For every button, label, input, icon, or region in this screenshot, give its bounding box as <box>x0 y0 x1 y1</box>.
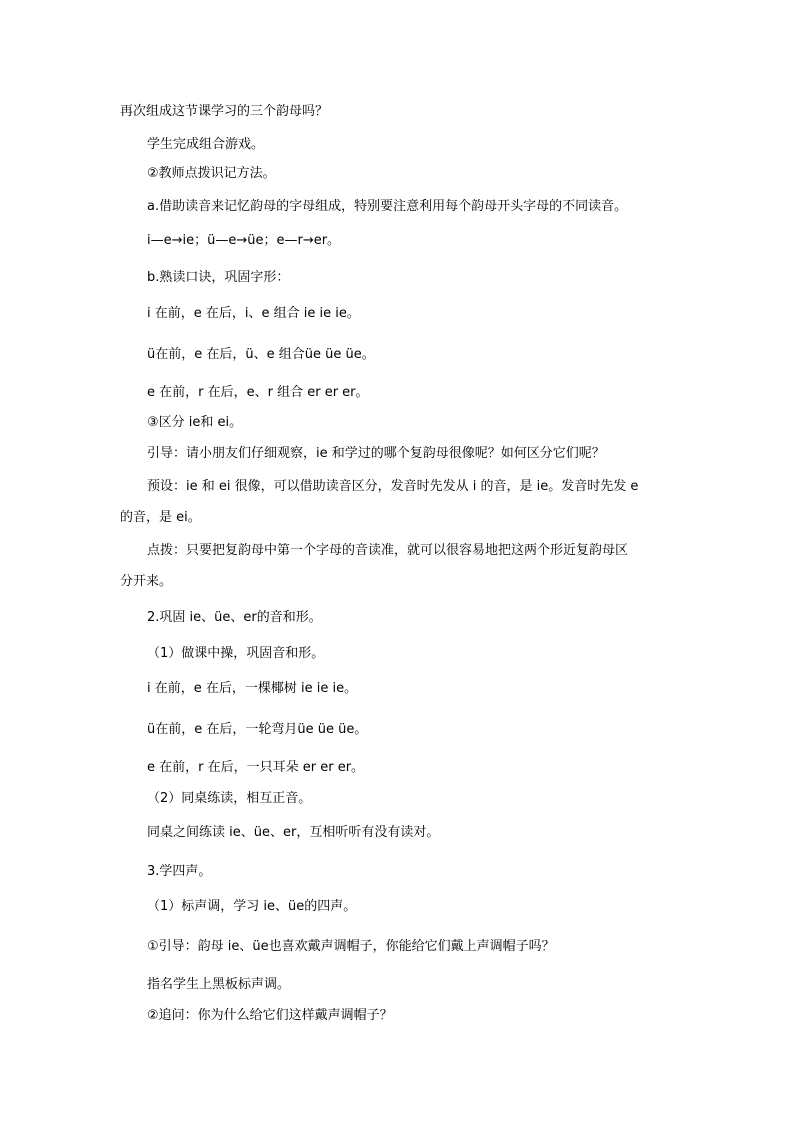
text-line: 预设：ie 和 ei 很像，可以借助读音区分，发音时先发从 i 的音，是 ie。发音时先发 e <box>147 479 639 494</box>
text-line: 分开来。 <box>120 574 173 589</box>
text-line: 点拨：只要把复韵母中第一个字母的音读准，就可以很容易地把这两个形近复韵母区 <box>147 543 629 558</box>
text-line: （2）同桌练读，相互正音。 <box>147 791 312 806</box>
text-line: ②追问：你为什么给它们这样戴声调帽子？ <box>147 1008 393 1023</box>
text-line: i 在前，e 在后，i、e 组合 ie ie ie。 <box>147 306 360 321</box>
text-line: （1）做课中操，巩固音和形。 <box>147 646 325 661</box>
text-line: a.借助读音来记忆韵母的字母组成，特别要注意利用每个韵母开头字母的不同读音。 <box>147 199 628 214</box>
text-line: （1）标声调，学习 ie、üe的四声。 <box>147 899 357 914</box>
text-line: ①引导：韵母 ie、üe也喜欢戴声调帽子，你能给它们戴上声调帽子吗？ <box>147 939 555 954</box>
text-line: 2.巩固 ie、üe、er的音和形。 <box>147 610 322 625</box>
text-line: ü在前，e 在后，一轮弯月üe üe üe。 <box>147 722 368 737</box>
text-line: 同桌之间练读 ie、üe、er，互相听听有没有读对。 <box>147 825 440 840</box>
text-line: 再次组成这节课学习的三个韵母吗？ <box>120 104 329 119</box>
text-line: 指名学生上黑板标声调。 <box>147 977 291 992</box>
text-line: e 在前，r 在后，e、r 组合 er er er。 <box>147 385 369 400</box>
text-line: ③区分 ie和 ei。 <box>147 415 243 430</box>
text-line: 学生完成组合游戏。 <box>147 137 265 152</box>
text-line: 3.学四声。 <box>147 864 212 879</box>
text-line: e 在前，r 在后，一只耳朵 er er er。 <box>147 760 365 775</box>
text-line: ü在前，e 在后，ü、e 组合üe üe üe。 <box>147 347 375 362</box>
text-line: 引导：请小朋友们仔细观察，ie 和学过的哪个复韵母很像呢？如何区分它们呢？ <box>147 446 605 461</box>
text-line: ②教师点拨识记方法。 <box>147 166 276 181</box>
text-line: i 在前，e 在后，一棵椰树 ie ie ie。 <box>147 681 358 696</box>
text-line: b.熟读口诀，巩固字形： <box>147 270 290 285</box>
text-line: 的音，是 ei。 <box>120 510 201 525</box>
text-line: i—e→ie；ü—e→üe；e—r→er。 <box>147 233 341 248</box>
